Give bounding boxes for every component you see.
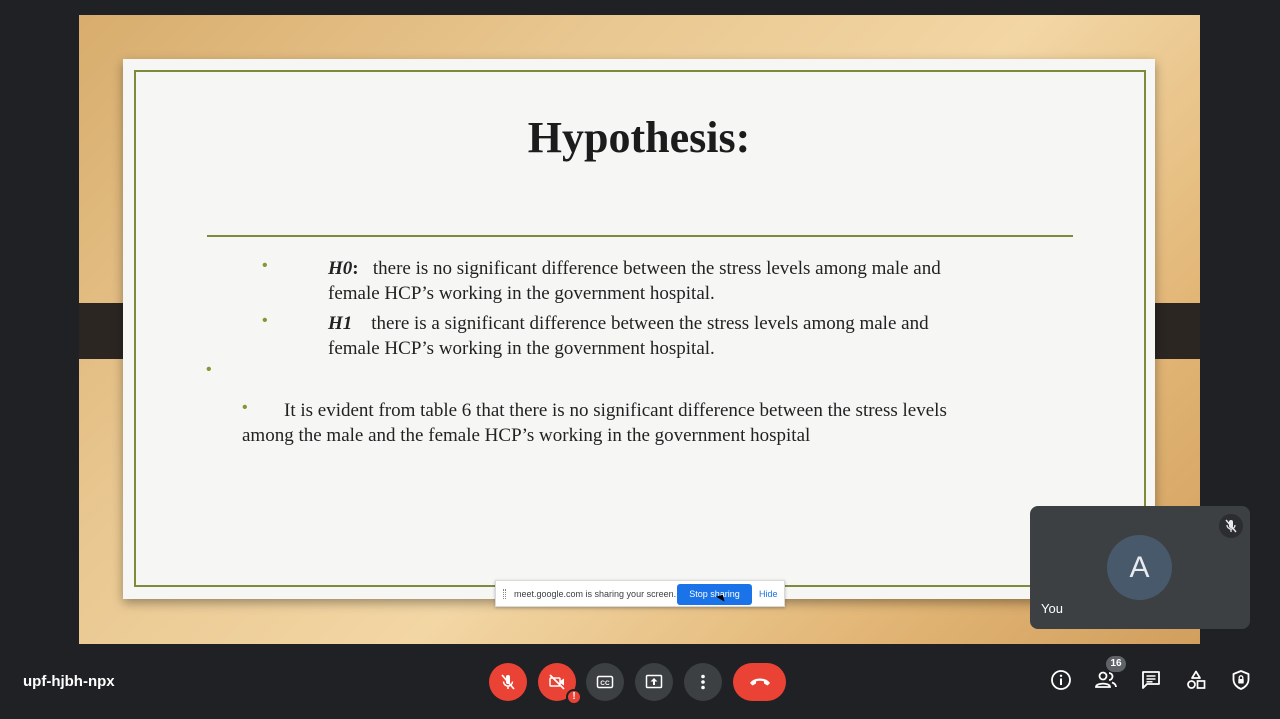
conclusion-text bbox=[242, 398, 1052, 448]
bullet-dot: • bbox=[242, 399, 248, 416]
hypothesis-h0 bbox=[328, 256, 1028, 306]
host-controls-button[interactable] bbox=[1228, 669, 1254, 695]
host-controls-icon bbox=[1230, 669, 1252, 696]
hangup-icon bbox=[748, 672, 772, 692]
captions-icon bbox=[595, 672, 615, 692]
camera-off-icon bbox=[547, 672, 567, 692]
screen-share-banner bbox=[495, 580, 785, 607]
h0-separator: : bbox=[352, 258, 359, 279]
present-now-button[interactable] bbox=[635, 663, 673, 701]
microphone-toggle-button[interactable] bbox=[489, 663, 527, 701]
participant-name: You bbox=[1041, 601, 1063, 616]
people-icon bbox=[1094, 669, 1118, 696]
activities-button[interactable] bbox=[1183, 669, 1209, 695]
h0-text-line1: there is no significant difference between the stress levels among male and bbox=[372, 258, 941, 279]
camera-toggle-button[interactable] bbox=[538, 663, 576, 701]
leave-call-button[interactable] bbox=[733, 663, 786, 701]
captions-button[interactable] bbox=[586, 663, 624, 701]
bullet-dot-empty: • bbox=[206, 361, 212, 378]
h0-label: H0 bbox=[328, 258, 353, 279]
present-icon bbox=[644, 672, 664, 692]
h1-text-line2: female HCP’s working in the government hospital. bbox=[328, 338, 715, 359]
h1-label: H1 bbox=[328, 313, 353, 334]
stop-sharing-button[interactable]: Stop sharing bbox=[677, 584, 752, 605]
camera-warning-badge: ! bbox=[566, 689, 582, 705]
self-video-tile[interactable] bbox=[1030, 506, 1250, 629]
muted-indicator-icon bbox=[1219, 514, 1243, 538]
conclusion-line2: among the male and the female HCP’s working in the government hospital bbox=[242, 425, 811, 446]
conclusion-line1: It is evident from table 6 that there is no significant difference between the stress levels bbox=[284, 400, 947, 421]
slide-title: Hypothesis: bbox=[527, 113, 751, 162]
bullet-dot: • bbox=[262, 312, 268, 329]
meeting-details-button[interactable] bbox=[1048, 669, 1074, 695]
mic-off-icon bbox=[498, 672, 518, 692]
participants-count-badge: 16 bbox=[1106, 656, 1126, 672]
more-icon bbox=[693, 672, 713, 692]
info-icon bbox=[1050, 669, 1072, 696]
participants-button[interactable] bbox=[1093, 669, 1119, 695]
title-divider bbox=[207, 235, 1073, 237]
h0-text-line2: female HCP’s working in the government hospital. bbox=[328, 283, 715, 304]
avatar: A bbox=[1107, 535, 1172, 600]
share-message: meet.google.com is sharing your screen. bbox=[514, 589, 677, 599]
chat-button[interactable] bbox=[1138, 669, 1164, 695]
chat-icon bbox=[1140, 669, 1162, 696]
more-options-button[interactable] bbox=[684, 663, 722, 701]
activities-icon bbox=[1185, 669, 1207, 696]
h1-text-line1: there is a significant difference between the stress levels among male and bbox=[371, 313, 929, 334]
hide-banner-button[interactable]: Hide bbox=[759, 589, 778, 599]
hypothesis-h1 bbox=[328, 311, 1028, 361]
drag-handle[interactable] bbox=[503, 589, 506, 599]
svg-text:CC: CC bbox=[600, 680, 610, 687]
meeting-code: upf-hjbh-npx bbox=[23, 673, 115, 690]
bullet-dot: • bbox=[262, 257, 268, 274]
slide-paper bbox=[123, 59, 1155, 599]
